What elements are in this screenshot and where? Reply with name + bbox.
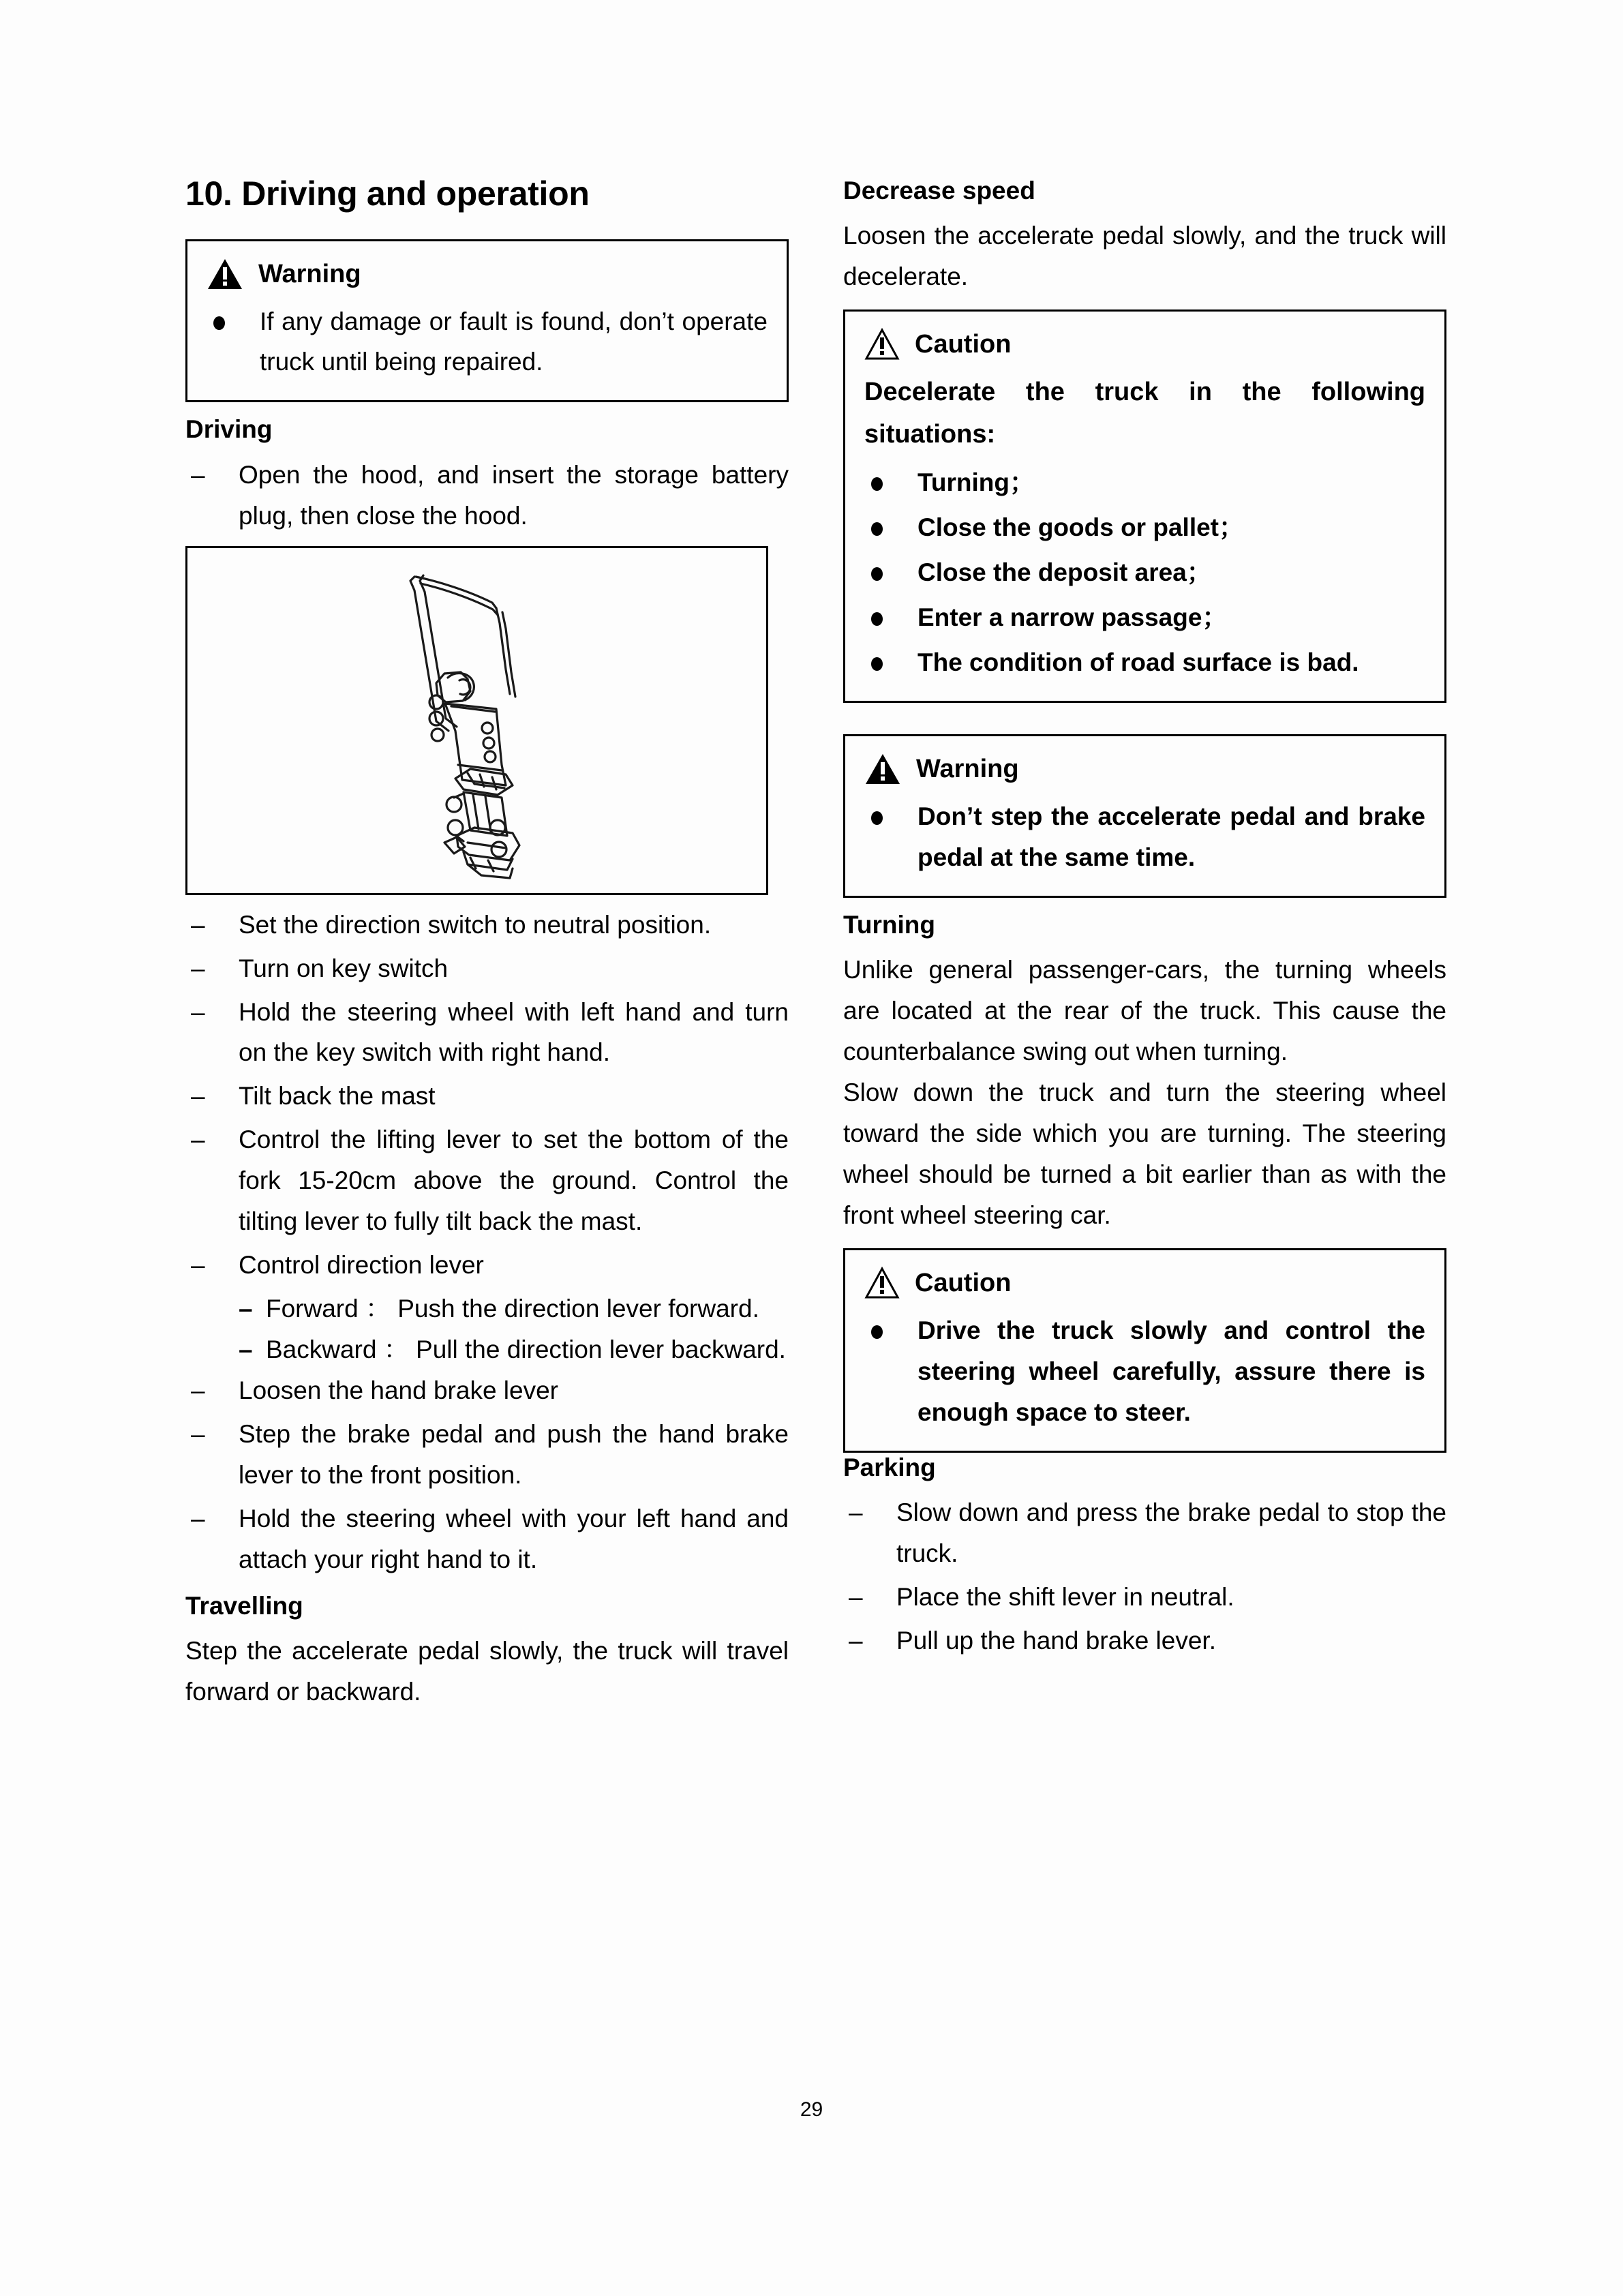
list-item: – Place the shift lever in neutral. [843,1577,1446,1618]
caution-box-title: Caution [915,330,1012,359]
driving-steps-after-figure [185,905,789,1286]
caution-box-steering [843,1248,1446,1453]
caution-triangle-icon [864,328,900,361]
warning-box [185,239,789,403]
caution-box-header [864,328,1425,361]
list-item: – Turn on key switch [185,948,789,989]
parking-steps [843,1492,1446,1661]
list-item: Turning； [864,462,1425,503]
list-item: – Pull up the hand brake lever. [843,1620,1446,1661]
caution-box-title: Caution [915,1268,1012,1297]
list-item: – Slow down and press the brake pedal to stop the truck. [843,1492,1446,1574]
turning-paragraph-2: Slow down the truck and turn the steering wheel toward the side which you are turning. The steering wheel should be turned a bit earlier than as with the front wheel steering car. [843,1078,1446,1229]
direction-lever-sub-items [185,1288,789,1370]
list-item: Don’t step the accelerate pedal and brake pedal at the same time. [864,796,1425,878]
list-item: Drive the truck slowly and control the steering wheel carefully, assure there is enough space to steer. [864,1310,1425,1433]
list-item: Enter a narrow passage； [864,597,1425,638]
section-heading-parking: Parking [843,1453,936,1481]
page-title: 10. Driving and operation [185,175,590,213]
left-column [185,176,789,1712]
warning-box-header [864,753,1425,785]
list-item: – Tilt back the mast [185,1076,789,1117]
section-heading-travelling: Travelling [185,1591,303,1620]
two-column-layout [185,176,1446,1712]
list-item: – Step the brake pedal and push the hand brake lever to the front position. [185,1414,789,1496]
list-item: – Control the lifting lever to set the bottom of the fork 15-20cm above the ground. Control the tilting lever to fully tilt back the mast. [185,1119,789,1242]
caution-box-header [864,1267,1425,1299]
caution-box-bullets [864,462,1425,683]
list-item: – Hold the steering wheel with left hand and turn on the key switch with right hand. [185,992,789,1074]
caution-triangle-icon [864,1267,900,1299]
list-item: – Open the hood, and insert the storage battery plug, then close the hood. [185,455,789,537]
list-item: – Backward ： Pull the direction lever backward. [239,1329,789,1370]
warning-box-header [207,258,768,290]
list-item: Close the goods or pallet； [864,507,1425,548]
warning-box-bullets [864,796,1425,878]
warning-box-title: Warning [258,259,361,288]
warning-triangle-icon [864,753,901,785]
warning-box-title: Warning [916,755,1019,784]
list-item: Close the deposit area； [864,552,1425,593]
caution-box-bullets [864,1310,1425,1433]
decrease-speed-paragraph: Loosen the accelerate pedal slowly, and the truck will decelerate. [843,222,1446,291]
list-item: – Set the direction switch to neutral position. [185,905,789,946]
list-item: – Hold the steering wheel with your left hand and attach your right hand to it. [185,1498,789,1580]
forklift-mast-line-drawing [334,560,620,881]
warning-triangle-icon [207,258,243,290]
list-item: If any damage or fault is found, don’t operate truck until being repaired. [207,301,768,383]
warning-box-bullets [207,301,768,383]
caution-box-decelerate [843,309,1446,703]
section-heading-turning: Turning [843,910,935,939]
list-item: – Control direction lever [185,1245,789,1286]
right-column [843,176,1446,1664]
caution-box-intro: Decelerate the truck in the following situations: [864,378,1425,449]
page-number: 29 [800,2098,823,2121]
list-item: – Loosen the hand brake lever [185,1370,789,1411]
section-heading-decrease-speed: Decrease speed [843,177,1035,205]
forklift-mast-figure [185,546,768,895]
travelling-paragraph: Step the accelerate pedal slowly, the truck will travel forward or backward. [185,1637,789,1706]
list-item: – Forward ： Push the direction lever forward. [239,1288,789,1329]
section-heading-driving: Driving [185,415,273,444]
driving-steps-before-figure [185,455,789,537]
list-item: The condition of road surface is bad. [864,642,1425,683]
driving-steps-tail [185,1370,789,1580]
warning-box-pedals [843,734,1446,898]
turning-paragraph-1: Unlike general passenger-cars, the turning wheels are located at the rear of the truck. This cause the counterbalance swing out when turning. [843,956,1446,1066]
